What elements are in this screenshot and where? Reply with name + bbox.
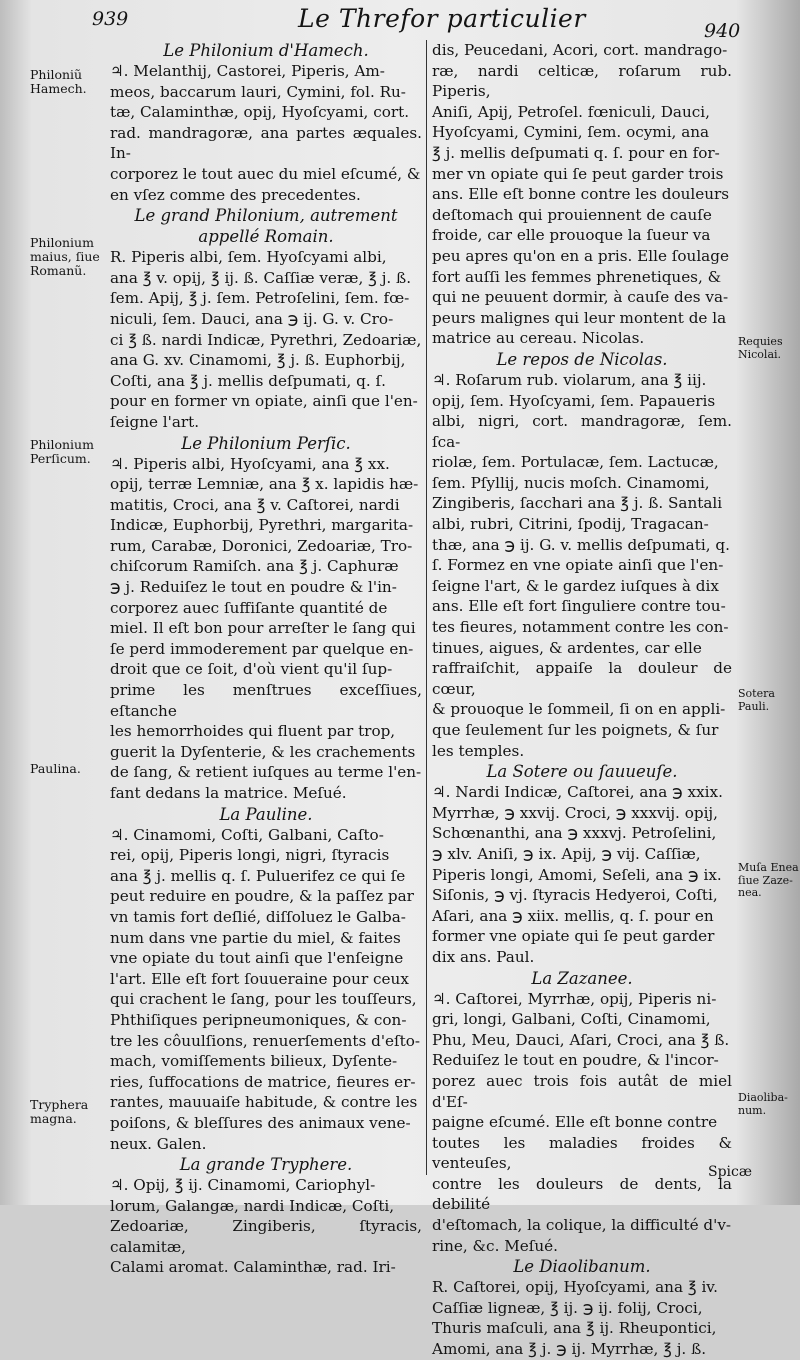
entry-title: Le Philonium Perſic.: [181, 433, 351, 453]
margin-note-tryphera: Tryphera magna.: [30, 1097, 89, 1126]
entry-continuation: [432, 40, 732, 349]
right-column: [432, 40, 732, 1360]
entry-grand-philonium: [110, 205, 422, 432]
entry-pauline: [110, 804, 422, 1155]
margin-note-paulina: Paulina.: [30, 761, 81, 776]
entry-text: ♃. Cinamomi, Coſti, Galbani, Caſto- rei, opij, Piperis longi, nigri, ſtyracis ana ℥ j. mellis q. ſ. Puluerifez ce qui ſe peut reduire en poudre, & la paſſez par vn tamis fort deſlié, diſſoluez le Galba- num dans vne partie du miel, & faites vne opiate du tout ainſi que l'enſeigne l'art. Elle eſt fort ſouueraine pour ceux qui crachent le ſang, pour les touſſeurs, Phthiſiques peripneumoniques, & con- tre les côuulſions, renuerſements d'eſto- mach, vomiſſements bilieux, Dyſente- ries, ſuffocations de matrice, fieures er- rantes, mauuaiſe habitude, & contre les poiſons, & bleſſures des animaux vene- neux. Galen.: [110, 825, 421, 1153]
page-header: [0, 0, 800, 40]
entry-title: Le repos de Nicolas.: [496, 349, 668, 369]
entry-text: ♃. Nardi Indicæ, Caſtorei, ana ℈ xxix. Myrrhæ, ℈ xxvij. Croci, ℈ xxxvij. opij, Schœnanthi, ana ℈ xxxvj. Petroſelini, ℈ xlv. Aniſi, ℈ ix. Apij, ℈ vij. Caſſiæ, Piperis longi, Amomi, Seſeli, ana ℈ ix. Siſonis, ℈ vj. ſtyracis Hedyeroi, Coſti, Aſari, ana ℈ xiix. mellis, q. ſ. pour en former vne opiate qui ſe peut garder dix ans. Paul.: [432, 783, 723, 966]
entry-philonium-hamech: [110, 40, 422, 205]
margin-note-philonium-hamech: Philoniũ Hamech.: [30, 67, 87, 96]
margin-note-philonium-persicum: Philonium Perſicum.: [30, 437, 94, 466]
entry-text: ♃. Opij, ℥ ij. Cinamomi, Cariophyl- lorum, Galangæ, nardi Indicæ, Coſti, Zedoariæ, Zingiberis, ſtyracis, calamitæ, Calami aromat. Calaminthæ, rad. Iri-: [110, 1176, 422, 1277]
entry-zazanee: [432, 968, 732, 1257]
entry-text: ♃. Caſtorei, Myrrhæ, opij, Piperis ni- gri, longi, Galbani, Coſti, Cinamomi, Phu, Meu, Dauci, Aſari, Croci, ana ℥ ß. Reduiſez le tout en poudre, & l'incor- porez auec trois fois autât de miel d'Eſ- paigne eſcumé. Elle eſt bonne contre toutes les maladies froides & venteuſes, contre les douleurs de dents, la debilité d'eſtomach, la colique, la difficulté d'v- rine, &c. Meſué.: [432, 989, 732, 1255]
running-title: Le Threfor particulier: [298, 4, 586, 33]
entry-text: R. Piperis albi, ſem. Hyoſcyami albi, ana ℥ v. opij, ℥ ij. ß. Caſſiæ veræ, ℥ j. ß. ſem. Apij, ℥ j. ſem. Petroſelini, ſem. fœ- niculi, ſem. Dauci, ana ℈ ij. G. v. Cro- ci ℥ ß. nardi Indicæ, Pyrethri, Zedoariæ, ana G. xv. Cinamomi, ℥ j. ß. Euphorbij, Coſti, ana ℥ j. mellis deſpumati, q. ſ. pour en former vn opiate, ainſi que l'en- ſeigne l'art.: [110, 248, 422, 431]
entry-philonium-persic: [110, 433, 422, 804]
entry-title: La Pauline.: [219, 804, 313, 824]
entry-title: Le Philonium d'Hamech.: [163, 41, 369, 60]
entry-title: La Sotere ou ſauueuſe.: [486, 762, 678, 782]
entry-title: Le grand Philonium, autrement appellé Romain.: [134, 206, 398, 247]
entry-text: R. Caſtorei, opij, Hyoſcyami, ana ℥ iv. Caſſiæ ligneæ, ℥ ij. ℈ ij. folij, Croci, Thuris maſculi, ana ℥ ij. Rheupontici, Amomi, ana ℥ j. ℈ ij. Myrrhæ, ℥ j. ß.: [432, 1278, 718, 1359]
entry-diaolibanum: [432, 1256, 732, 1359]
entry-grande-tryphere: [110, 1154, 422, 1278]
entry-text: ♃. Piperis albi, Hyoſcyami, ana ℥ xx. opij, terræ Lemniæ, ana ℥ x. lapidis hæ- matitis, Croci, ana ℥ v. Caſtorei, nardi Indicæ, Euphorbij, Pyrethri, margarita- rum, Carabæ, Doronici, Zedoariæ, Tro- chiſcorum Ramiſch. ana ℥ j. Caphuræ ℈ j. Reduiſez le tout en poudre & l'in- corporez auec ſuffiſante quantité de miel. Il eſt bon pour arreſter le ſang qui ſe perd immoderement par quelque en- droit que ce ſoit, d'où vient qu'il ſup- prime les menſtrues exceſſiues, eſtanche les hemorrhoides qui fluent par trop, guerit la Dyſenterie, & les crachements de ſang, & retient iuſques au terme l'en- fant dedans la matrice. Meſué.: [110, 454, 422, 802]
page-number-left: 939: [92, 8, 129, 30]
entry-title: La grande Tryphere.: [179, 1155, 353, 1175]
margin-note-sotera: Sotera Pauli.: [738, 687, 775, 713]
column-divider: [426, 40, 427, 1175]
margin-note-requies: Requies Nicolai.: [738, 335, 783, 361]
margin-note-diaolibanum: Diaoliba- num.: [738, 1091, 788, 1117]
margin-note-musa: Muſa Enea ſiue Zaze- nea.: [738, 861, 799, 899]
entry-title: Le Diaolibanum.: [513, 1257, 651, 1277]
margin-note-philonium-romain: Philonium maius, ſiue Romanũ.: [30, 235, 100, 278]
page-number-right: 940: [704, 20, 741, 42]
entry-text: dis, Peucedani, Acori, cort. mandrago- ræ, nardi celticæ, roſarum rub. Piperis, Aniſi, Apij, Petroſel. fœniculi, Dauci, Hyoſcyami, Cymini, ſem. ocymi, ana ℥ j. mellis deſpumati q. ſ. pour en for- mer vn opiate qui ſe peut garder trois ans. Elle eſt bonne contre les douleurs deſtomach qui prouiennent de cauſe froide, car elle prouoque la ſueur va peu apres qu'on en a pris. Elle ſoulage fort auſſi les femmes phrenetiques, & qui ne peuuent dormir, à cauſe des va- peurs malignes qui leur montent de la matrice au cereau. Nicolas.: [432, 41, 732, 348]
left-column: [110, 40, 422, 1278]
entry-sotere: [432, 761, 732, 967]
entry-text: ♃. Melanthij, Castorei, Piperis, Am- meos, baccarum lauri, Cymini, fol. Ru- tæ, Calaminthæ, opij, Hyoſcyami, cort. rad. mandragoræ, ana partes æquales. In- corporez le tout auec du miel eſcumé, & en vſez comme des precedentes.: [110, 62, 422, 204]
entry-text: ♃. Roſarum rub. violarum, ana ℥ iij. opij, ſem. Hyoſcyami, ſem. Papaueris albi, nigri, cort. mandragoræ, ſem. ſca- riolæ, ſem. Portulacæ, ſem. Lactucæ, ſem. Pſyllij, nucis moſch. Cinamomi, Zingiberis, ſacchari ana ℥ j. ß. Santali albi, rubri, Citrini, ſpodij, Tragacan- thæ, ana ℈ ij. G. v. mellis deſpumati, q. ſ. Formez en vne opiate ainſi que l'en- ſeigne l'art, & le gardez iuſques à dix ans. Elle eſt fort ſinguliere contre tou- tes fieures, notamment contre les con- tinues, aigues, & ardentes, car elle raffraiſchit, appaiſe la douleur de cœur, & prouoque le ſommeil, ſi on en appli- que ſeulement ſur les poignets, & ſur les temples.: [432, 370, 732, 760]
entry-title: La Zazanee.: [531, 968, 633, 988]
entry-repos-nicolas: [432, 349, 732, 761]
catchword: Spicæ: [708, 1164, 753, 1180]
